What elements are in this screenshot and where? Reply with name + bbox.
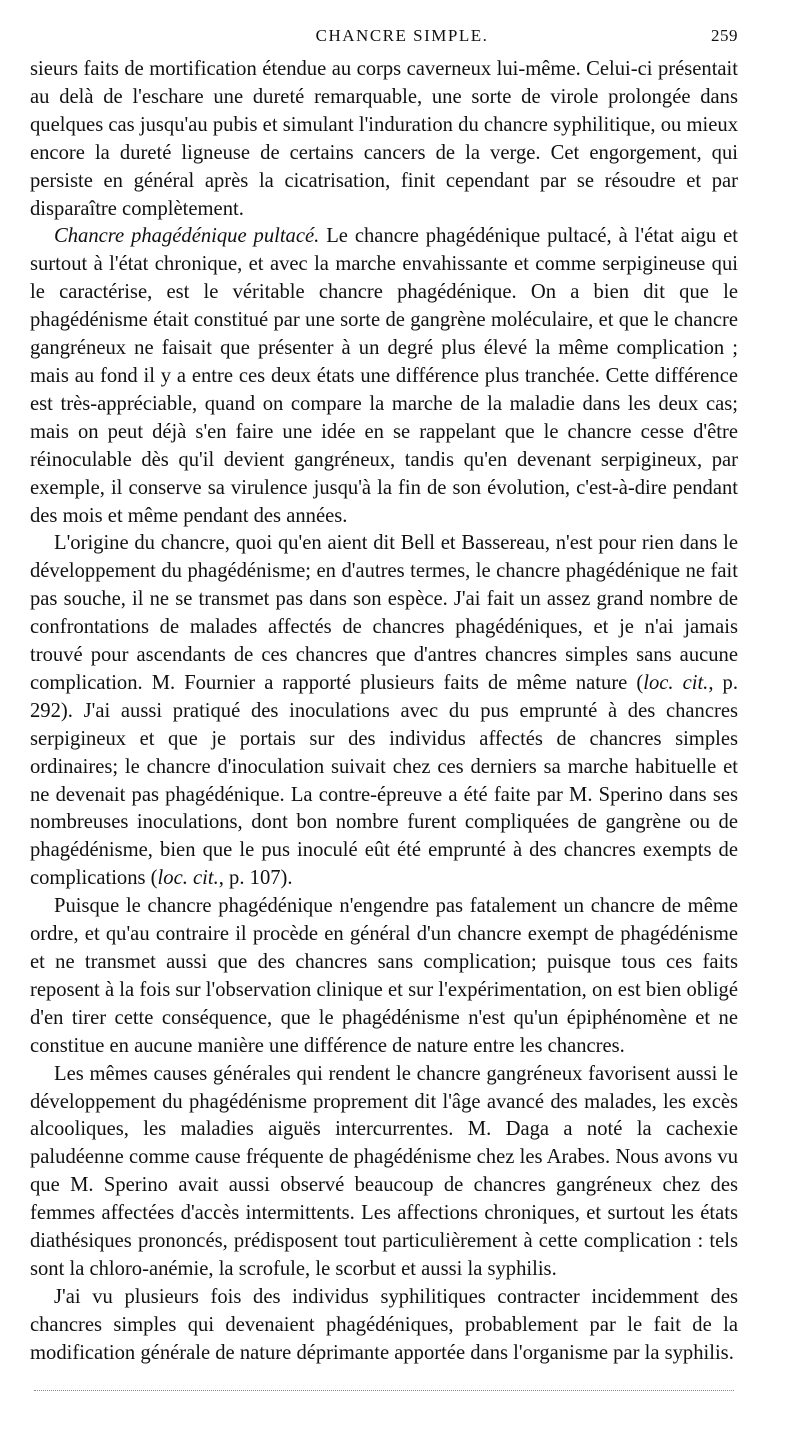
citation-italic: loc. cit. xyxy=(157,867,219,890)
paragraph-causes xyxy=(30,1061,738,1284)
running-head xyxy=(30,26,738,56)
text-run: Les mêmes causes générales qui rendent le chancre gangréneux favorisent aussi le développement du phagédénisme proprement dit l'âge avancé des malades, les excès alcooliques, les maladies aiguës intercurrentes. M. Daga a noté la cachexie paludéenne comme cause fréquente de phagédénisme chez les Arabes. Nous avons vu que M. Sperino avait aussi observé beaucoup de chancres gangréneux chez des femmes affectées d'accès intermittents. Les affections chroniques, et surtout les états diathésiques prononcés, prédisposent tout particulièrement à cette complication : tels sont la chloro-anémie, la scrofule, le scorbut et aussi la syphilis. xyxy=(30,1062,738,1280)
text-run: , p. 107). xyxy=(218,867,293,890)
body-text xyxy=(30,56,738,1368)
running-title: CHANCRE SIMPLE. xyxy=(315,26,489,45)
paragraph-puisque xyxy=(30,893,738,1060)
paragraph-pultace xyxy=(30,223,738,530)
text-run: , p. 292). J'ai aussi pratiqué des inoculations avec du pus emprunté à des chancres serpigineux et que je portais sur des individus affectés de chancres simples ordinaires; le chancre d'inoculation suivait chez ces derniers sa marche habituelle et ne devenait pas phagédénique. La contre-épreuve a été faite par M. Sperino dans ses nombreuses inoculations, dont bon nombre furent compliquées de gangrène ou de phagédénisme, bien que le pus inoculé eût été emprunté à des chancres exempts de complications ( xyxy=(30,671,738,890)
paragraph-syphilitiques xyxy=(30,1284,738,1368)
text-run: J'ai vu plusieurs fois des individus syphilitiques contracter incidemment des chancres simples qui devenaient phagédéniques, probablement par le fait de la modification générale de nature déprimante apportée dans l'organisme par la syphilis. xyxy=(30,1285,738,1364)
citation-italic: loc. cit. xyxy=(643,671,709,694)
page-number: 259 xyxy=(711,26,738,45)
section-heading-italic: Chancre phagédénique pultacé. xyxy=(54,225,320,248)
text-run: Puisque le chancre phagédénique n'engendre pas fatalement un chancre de même ordre, et qu'au contraire il procède en général d'un chancre exempt de phagédénisme et ne transmet aussi que des chancres sans complication; puisque tous ces faits reposent à la fois sur l'observation clinique et sur l'expérimentation, on est bien obligé d'en tirer cette conséquence, que le phagédénisme n'est qu'un épiphénomène et ne constitue en aucune manière une différence de nature entre les chancres. xyxy=(30,895,738,1057)
text-run: L'origine du chancre, quoi qu'en aient dit Bell et Bassereau, n'est pour rien dans le développement du phagédénisme; en d'autres termes, le chancre phagédénique ne fait pas souche, il ne se transmet pas dans son espèce. J'ai fait un assez grand nombre de confrontations de malades affectés de chancres phagédéniques, et je n'ai jamais trouvé pour ascendants de ces chancres que d'antres chancres simples sans aucune complication. M. Fournier a rapporté plusieurs faits de même nature ( xyxy=(30,532,738,694)
footer-dotted-rule xyxy=(34,1390,734,1391)
text-run: Le chancre phagédénique pultacé, à l'état aigu et surtout à l'état chronique, et avec la marche envahissante et comme serpigineuse qui le caractérise, est le véritable chancre phagédénique. On a bien dit que le phagédénisme était constitué par une sorte de gangrène moléculaire, et que le chancre gangréneux ne faisait que présenter à un degré plus élevé la même complication ; mais au fond il y a entre ces deux états une différence plus tranchée. Cette différence est très-appréciable, quand on compare la marche de la maladie dans les deux cas; mais on peut déjà s'en faire une idée en se rappelant que le chancre cesse d'être réinoculable dès qu'il devient gangréneux, tandis qu'en devenant serpigineux, par exemple, il conserve sa virulence jusqu'à la fin de son évolution, c'est-à-dire pendant des mois et même pendant des années. xyxy=(30,225,738,527)
text-run: sieurs faits de mortification étendue au corps caverneux lui-même. Celui-ci présentait au delà de l'eschare une dureté remarquable, une sorte de virole prolongée dans quelques cas jusqu'au pubis et simulant l'induration du chancre syphilitique, ou mieux encore la dureté ligneuse de certains cancers de la verge. Cet engorgement, qui persiste en général après la cicatrisation, finit cependant par se résoudre et par disparaître complètement. xyxy=(30,58,738,220)
book-page xyxy=(30,26,738,1368)
paragraph-continuation xyxy=(30,56,738,223)
paragraph-origine xyxy=(30,530,738,893)
